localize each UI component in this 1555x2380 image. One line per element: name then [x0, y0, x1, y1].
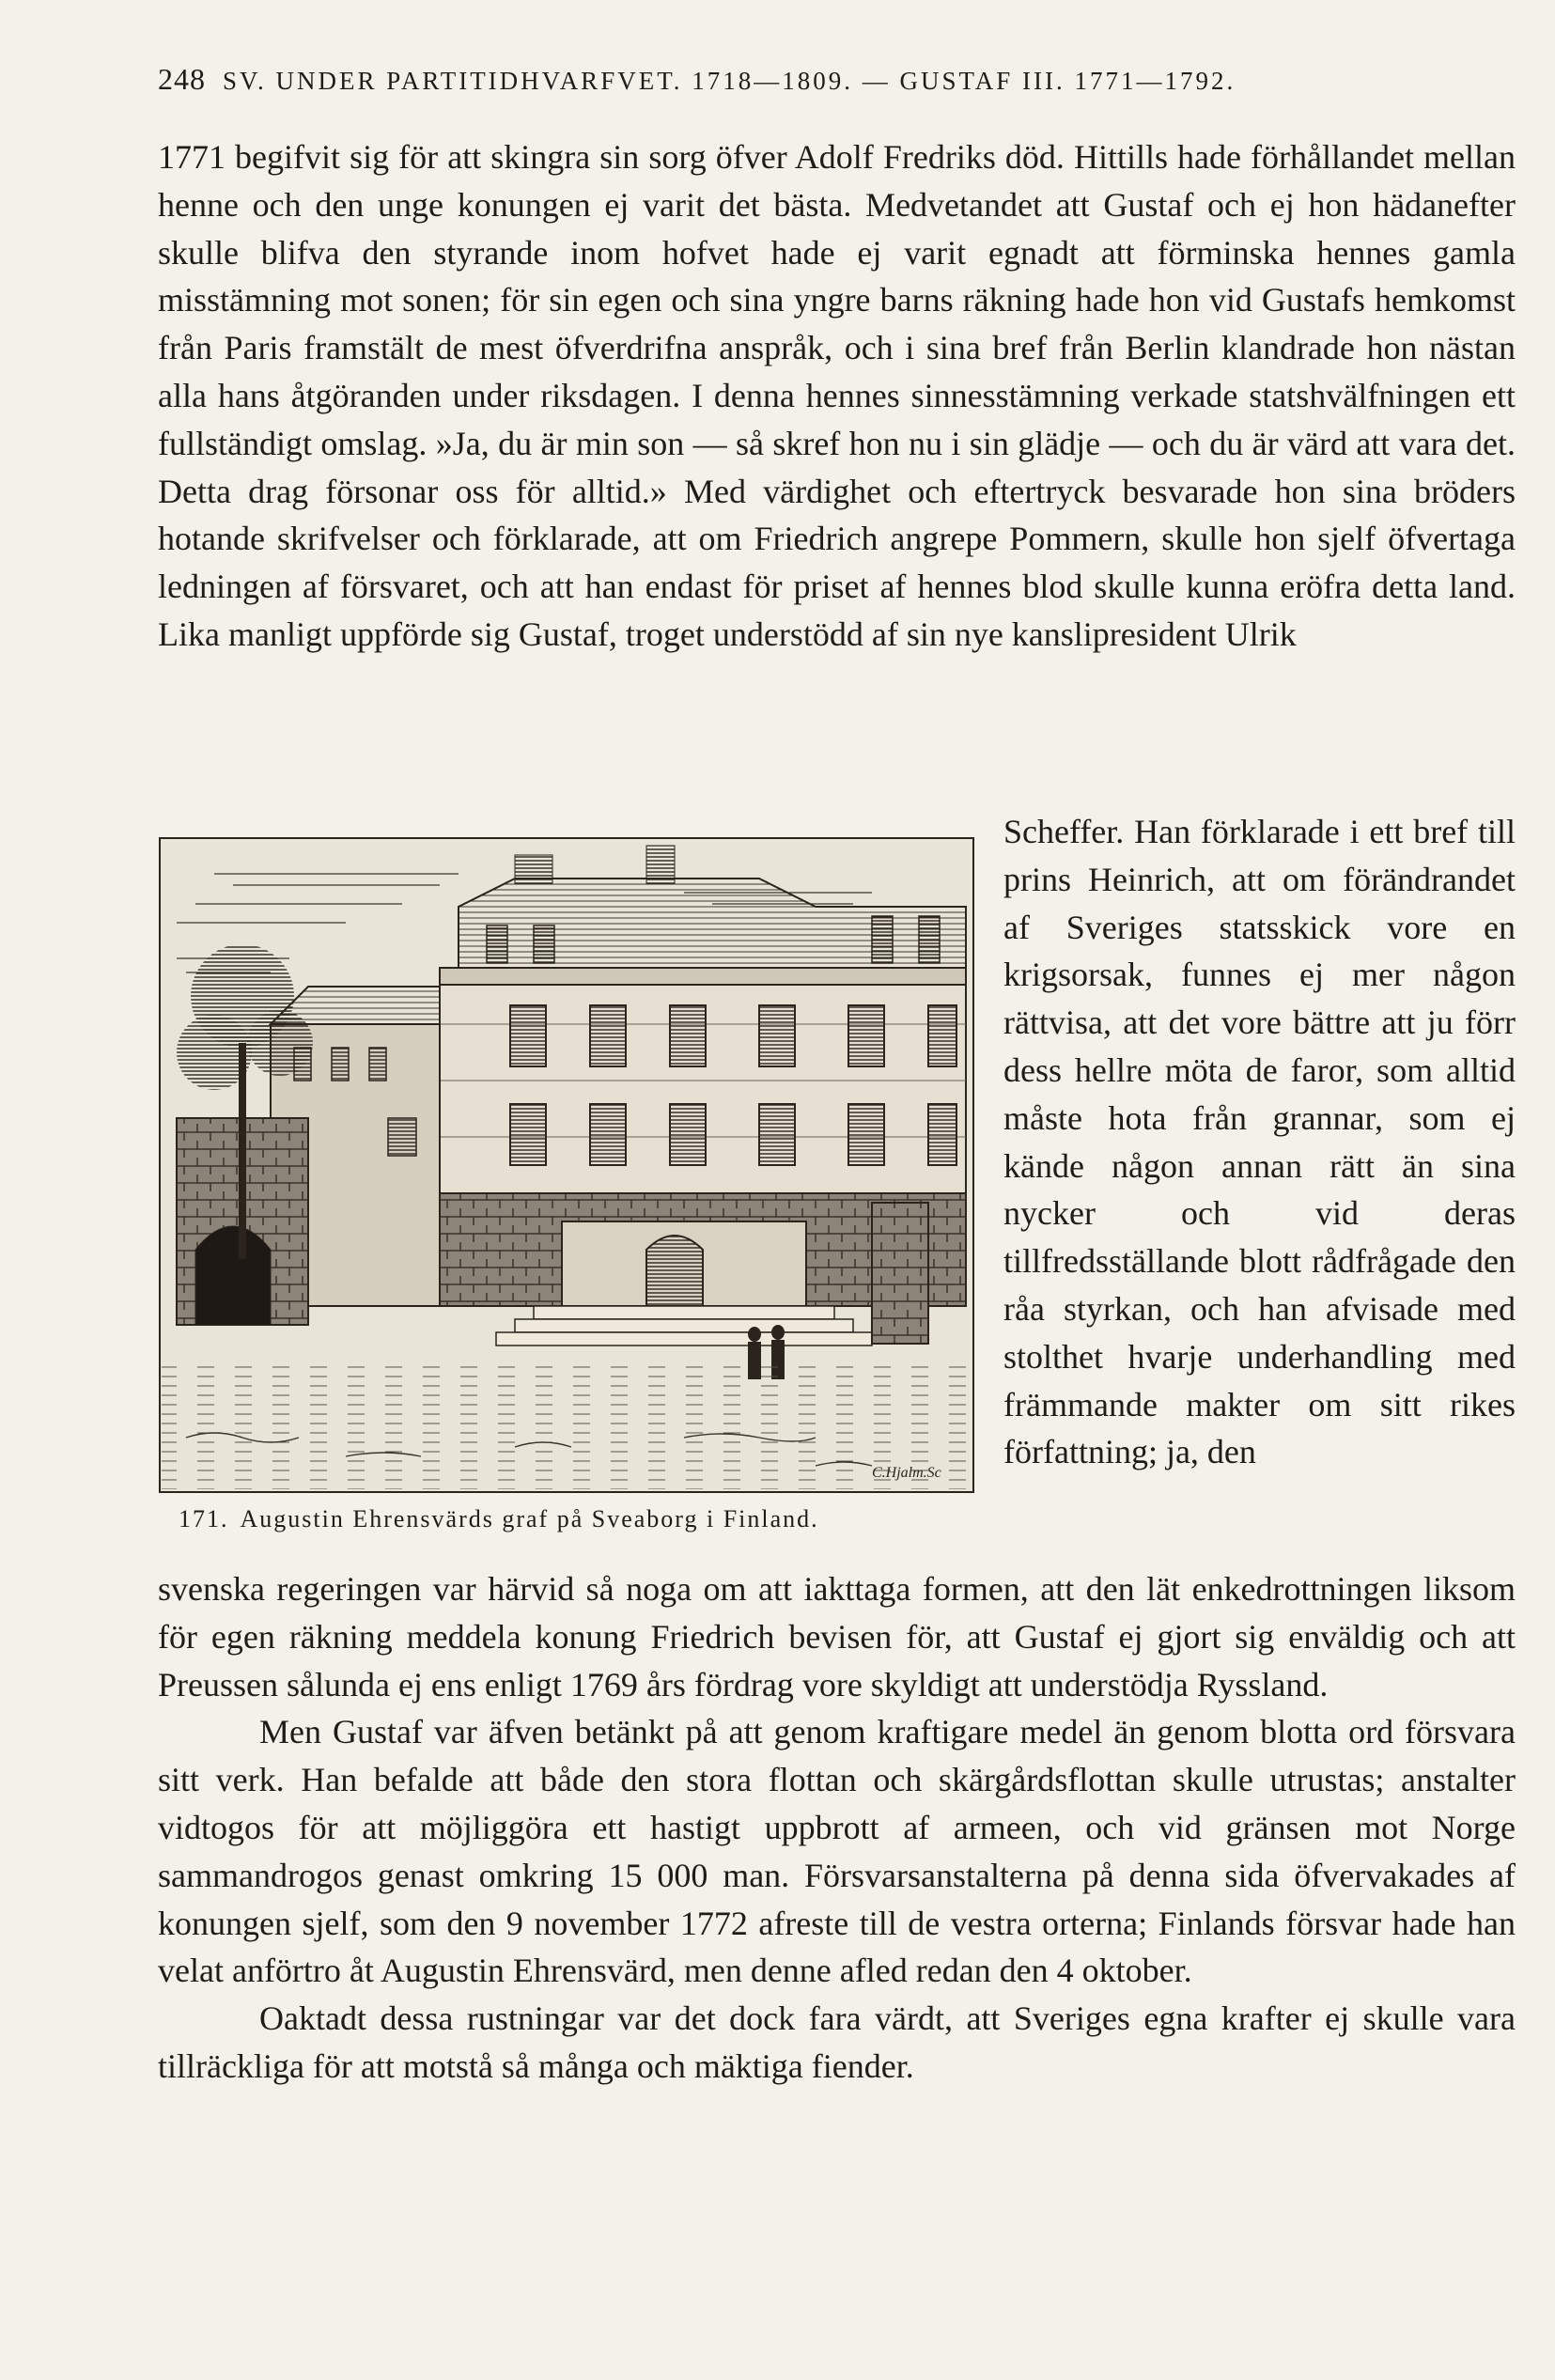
figure-caption-text: Augustin Ehrensvärds graf på Sveaborg i Finland.	[240, 1505, 819, 1532]
figure-number: 171.	[179, 1505, 229, 1532]
figure-caption	[179, 1505, 958, 1533]
paragraph-text: svenska regeringen var härvid så noga om att iakttaga formen, att den lät enkedrottningen liksom för egen räkning meddela konung Friedrich bevisen för, att Gustaf ej gjort sig enväldig och att Preussen sålunda ej ens enligt 1769 års fördrag vore skyldigt att understödja Ryssland.	[158, 1570, 1516, 1703]
running-header	[158, 62, 1407, 97]
running-title: SV. UNDER PARTITIDHVARFVET. 1718—1809. — GUSTAF III. 1771—1792.	[223, 67, 1236, 95]
body-paragraph-wrap	[1003, 808, 1516, 1476]
page-number: 248	[158, 62, 206, 96]
paragraph-text: Men Gustaf var äfven betänkt på att genom kraftigare medel än genom blotta ord försvara sitt verk. Han befalde att både den stora flottan och skärgårdsflottan skulle utrustas; anstalter vidtogos för att möjliggöra ett hastigt uppbrott af armeen, och vid gränsen mot Norge sammandrogos genast omkring 15 000 man. Försvarsanstalterna på denna sida öfvervakades af konungen sjelf, som den 9 november 1772 afreste till de vestra orterna; Finlands försvar hade han velat anförtro åt Augustin Ehrensvärd, men denne afled redan den 4 oktober.	[158, 1713, 1516, 1990]
body-paragraph-2	[158, 1565, 1516, 2091]
engraving-courtyard-building-icon	[158, 836, 975, 1494]
paragraph-text: 1771 begifvit sig för att skingra sin sorg öfver Adolf Fredriks död. Hittills hade förhållandet mellan henne och den unge konungen ej varit det bästa. Medvetandet att Gustaf och ej hon hädanefter skulle blifva den styrande inom hofvet hade ej varit egnadt att förminska hennes gamla misstämning mot sonen; för sin egen och sina yngre barns räkning hade hon vid Gustafs hemkomst från Paris framstält de mest öfverdrifna anspråk, och i sina bref från Berlin klandrade hon nästan alla hans åtgöranden under riksdagen. I denna hennes sinnesstämning verkade statshvälfningen ett fullständigt omslag. »Ja, du är min son — så skref hon nu i sin glädje — och du är värd att vara det. Detta drag försonar oss för alltid.» Med värdighet och eftertryck besvarade hon sina bröders hotande skrifvelser och förklarade, att om Friedrich angrepe Pommern, skulle hon sjelf öfvertaga ledningen af försvaret, och att han endast för priset af hennes blod skulle kunna eröfra detta land. Lika manligt uppförde sig Gustaf, troget understödd af sin nye kanslipresident Ulrik	[158, 138, 1516, 653]
illustration-engraving	[158, 836, 975, 1494]
engraver-signature: C.Hjalm.Sc	[872, 1465, 941, 1481]
body-paragraph-1	[158, 133, 1516, 659]
paragraph-text: Scheffer. Han förklarade i ett bref till prins Heinrich, att om förändrandet af Sveriges statsskick vore en krigsorsak, funnes ej mer någon rättvisa, att det vore bättre att ju förr dess hellre möta de faror, som alltid måste hota från grannar, som ej kände någon annan rätt än sina nycker och vid deras tillfredsställande blott rådfrågade den råa styrkan, och han afvisade med stolthet hvarje underhandling med främmande makter om sitt rikes författning; ja, den	[1003, 813, 1516, 1471]
paragraph-text: Oaktadt dessa rustningar var det dock fara värdt, att Sveriges egna krafter ej skulle vara tillräckliga för att motstå så många och mäktiga fiender.	[158, 1999, 1516, 2085]
